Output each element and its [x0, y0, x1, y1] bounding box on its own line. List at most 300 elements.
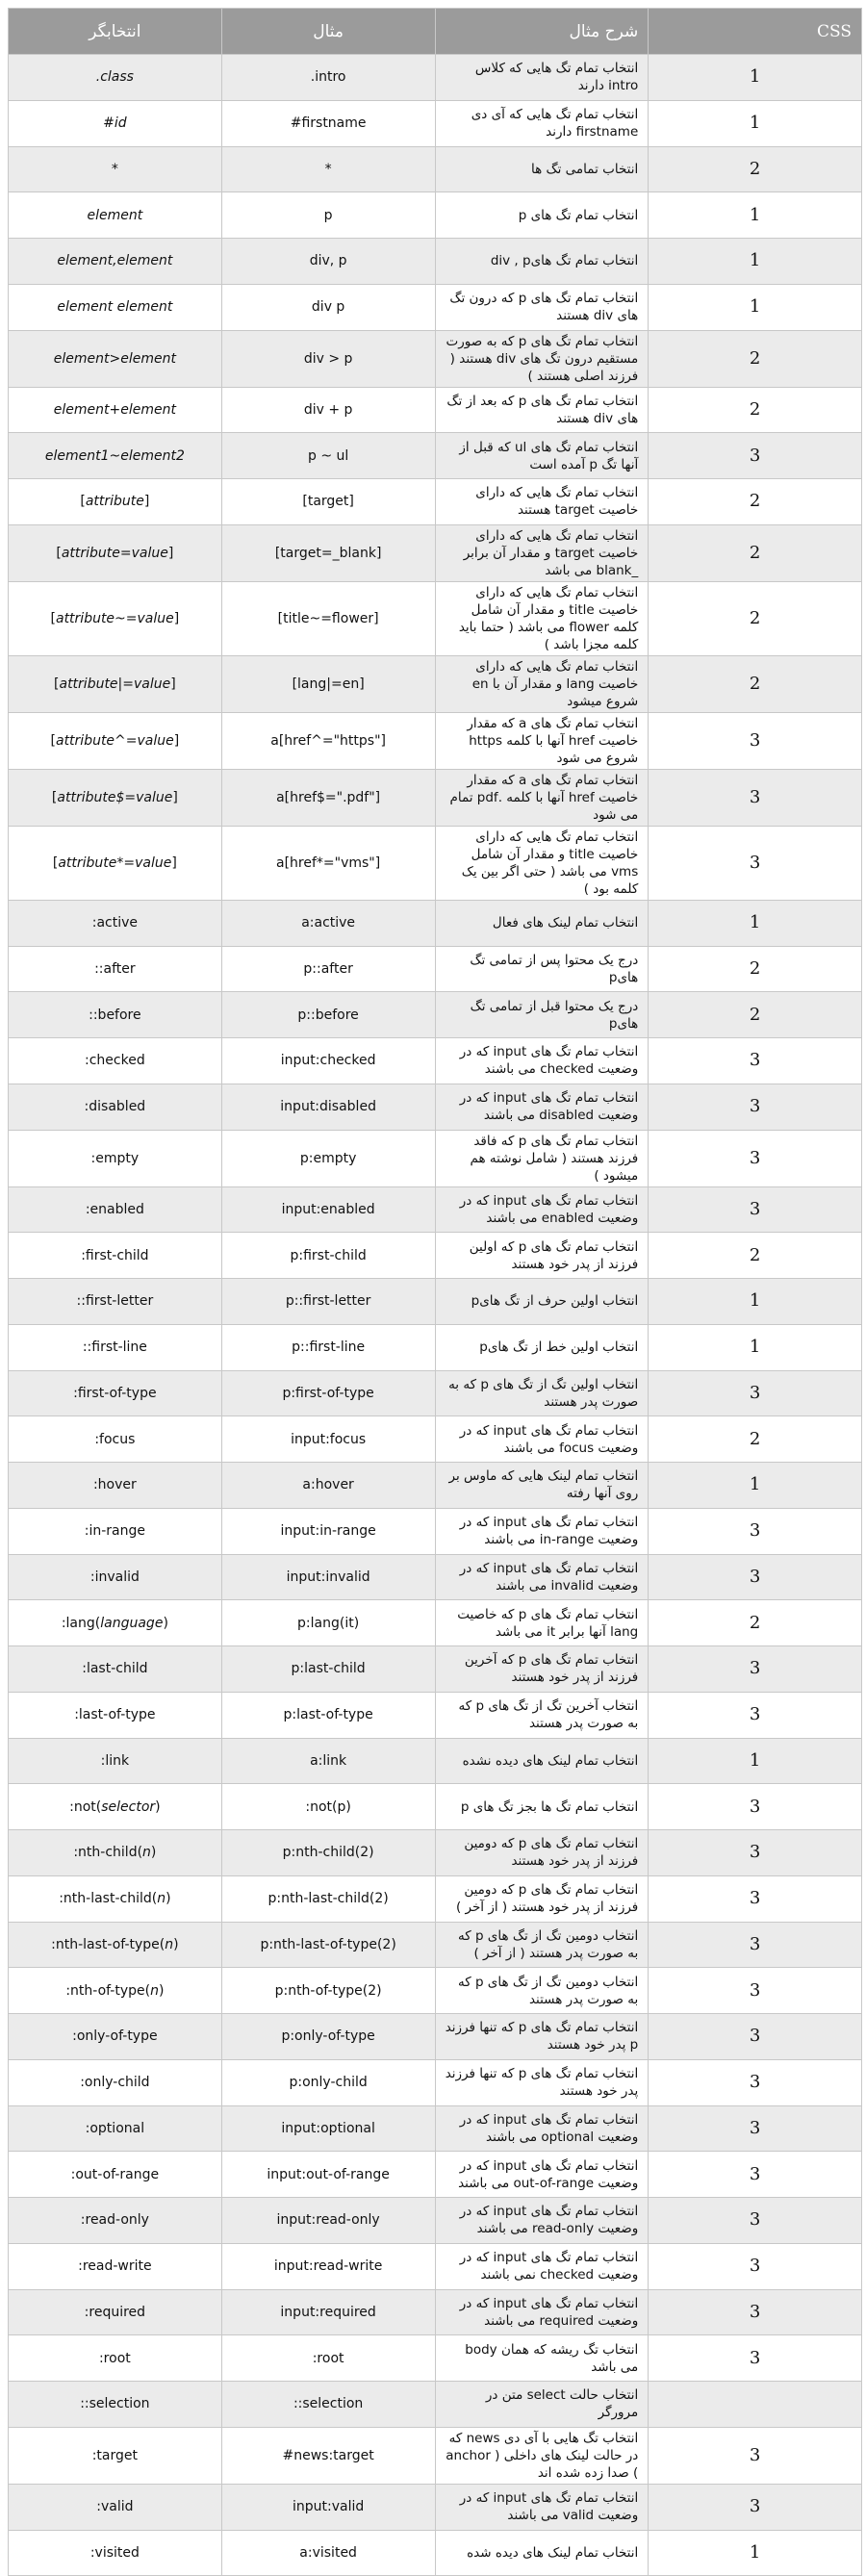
example-cell: input:disabled	[221, 1084, 435, 1130]
table-row	[9, 1646, 862, 1693]
css-version-cell: 3	[649, 1508, 862, 1554]
selector-cell	[9, 2530, 222, 2576]
selector-part: attribute*=value	[58, 854, 172, 871]
selector-part: attribute^=value	[55, 732, 174, 749]
selector-part: :read-only	[80, 2212, 149, 2229]
example-cell: p::first-letter	[221, 1279, 435, 1325]
table-row	[9, 524, 862, 581]
selector-cell	[9, 2243, 222, 2289]
table-row	[9, 1784, 862, 1830]
description-cell: انتخاب تمام تگ های input که در وضعیت read-only می باشند	[435, 2198, 649, 2244]
example-cell: #firstname	[221, 100, 435, 146]
selector-reference	[8, 8, 862, 2576]
description-cell: انتخاب تمام تگ های p که تنها فرزند پدر خود هستند	[435, 2059, 649, 2105]
example-cell: p::first-line	[221, 1324, 435, 1370]
selector-cell	[9, 655, 222, 712]
selector-part: n	[142, 1845, 151, 1861]
css-version-cell: 2	[649, 330, 862, 387]
selector-part: :hover	[92, 1477, 137, 1493]
css-version-cell	[649, 2382, 862, 2428]
selector-cell	[9, 1830, 222, 1876]
selector-part: [	[54, 676, 60, 692]
selector-part: )	[158, 1982, 165, 1999]
selector-part: element+element	[53, 401, 176, 418]
table-row	[9, 146, 862, 192]
selector-part: :checked	[85, 1053, 145, 1069]
description-cell: انتخاب تمام تگ های p که تنها فرزند p پدر خود هستند	[435, 2014, 649, 2060]
selector-cell	[9, 1370, 222, 1416]
css-version-cell: 1	[649, 1738, 862, 1784]
example-cell: p:nth-child(2)	[221, 1830, 435, 1876]
css-version-cell: 1	[649, 239, 862, 285]
selector-part: :out-of-range	[70, 2166, 160, 2182]
description-cell: انتخاب تمام تگ های p که آخرین فرزند از پدر خود هستند	[435, 1646, 649, 1693]
selector-part: [	[80, 494, 86, 510]
selector-part: attribute$=value	[57, 789, 173, 805]
description-cell: انتخاب تمام تگ های p که فاقد فرزند هستند ( شامل نوشته هم میشود )	[435, 1130, 649, 1186]
selector-cell	[9, 1463, 222, 1509]
selector-cell	[9, 55, 222, 101]
table-row	[9, 2198, 862, 2244]
css-version-cell: 2	[649, 581, 862, 655]
table-row	[9, 192, 862, 239]
table-row	[9, 1324, 862, 1370]
css-version-cell: 3	[649, 2105, 862, 2152]
description-cell: انتخاب تمام تگ هایی که آی دی firstname دارند	[435, 100, 649, 146]
css-version-cell: 2	[649, 946, 862, 992]
description-cell: انتخاب تمام تگ های input که در وضعیت in-range می باشند	[435, 1508, 649, 1554]
selector-cell	[9, 2152, 222, 2198]
selector-part: )	[150, 1845, 157, 1861]
css-version-cell: 3	[649, 2198, 862, 2244]
table-row	[9, 1692, 862, 1738]
description-cell: انتخاب تمام تگ های p که دومین فرزند از پدر خود هستند	[435, 1830, 649, 1876]
selector-part: ::first-letter	[76, 1293, 154, 1310]
selector-part: ]	[143, 494, 150, 510]
description-cell: انتخاب تمام تگ های p که بعد از تگ های div هستند	[435, 387, 649, 433]
css-version-cell: 3	[649, 2152, 862, 2198]
table-row	[9, 2243, 862, 2289]
selector-part: [	[50, 732, 56, 749]
selector-part: attribute~=value	[55, 610, 174, 626]
description-cell: انتخاب حالت select متن در مرورگر	[435, 2382, 649, 2428]
selector-part: attribute	[85, 494, 144, 510]
selector-part: :valid	[96, 2499, 134, 2515]
description-cell: انتخاب تمام تگ هایی که دارای خاصیت title و مقدار آن شامل کلمه flower می باشد ( حتما باید کلمه مجزا باشد )	[435, 581, 649, 655]
description-cell: انتخاب تمام لینک های دیده شده	[435, 2530, 649, 2576]
example-cell: [target]	[221, 479, 435, 525]
selector-cell	[9, 826, 222, 900]
selector-part: ]	[171, 854, 177, 871]
example-cell: input:out-of-range	[221, 2152, 435, 2198]
description-cell: انتخاب تمام تگ های input که در وضعیت out-of-range می باشند	[435, 2152, 649, 2198]
selector-part: :invalid	[89, 1569, 140, 1585]
selector-part: :read-write	[78, 2258, 152, 2275]
selector-part: :nth-last-of-type(	[51, 1936, 166, 1952]
example-cell: input:required	[221, 2289, 435, 2335]
css-version-cell: 2	[649, 1416, 862, 1463]
selector-cell	[9, 2059, 222, 2105]
css-version-cell: 3	[649, 1830, 862, 1876]
table-row	[9, 1130, 862, 1186]
table-row	[9, 992, 862, 1038]
selector-cell	[9, 1600, 222, 1646]
css-version-cell: 1	[649, 55, 862, 101]
example-cell: a[href*="vms"]	[221, 826, 435, 900]
css-version-cell: 3	[649, 1922, 862, 1968]
example-cell: [title~=flower]	[221, 581, 435, 655]
table-row	[9, 2059, 862, 2105]
example-cell: input:checked	[221, 1038, 435, 1084]
selector-part: :target	[91, 2447, 139, 2463]
css-version-cell: 2	[649, 479, 862, 525]
description-cell: انتخاب تمام تگ های input که در وضعیت checked می باشند	[435, 1038, 649, 1084]
description-cell: انتخاب تمام تگ های p که درون تگ های div هستند	[435, 284, 649, 330]
selector-cell	[9, 1646, 222, 1693]
selector-part: ::selection	[80, 2396, 150, 2412]
css-version-cell: 3	[649, 1554, 862, 1600]
description-cell: انتخاب تمام لینک هایی که ماوس بر روی آنها رفته	[435, 1463, 649, 1509]
selector-part: :optional	[85, 2120, 145, 2136]
selector-part: ]	[172, 789, 178, 805]
description-cell: انتخاب تمام تگ هایی که کلاس intro دارند	[435, 55, 649, 101]
selector-cell	[9, 1738, 222, 1784]
description-cell: انتخاب تمام تگ های a که مقدار خاصیت href آنها با کلمه https شروع می شود	[435, 712, 649, 769]
selector-part: n	[165, 1936, 174, 1952]
selector-cell	[9, 330, 222, 387]
table-row	[9, 2382, 862, 2428]
selector-part: :only-of-type	[72, 2028, 158, 2045]
selector-part: )	[155, 1798, 161, 1815]
selector-part: :empty	[90, 1150, 140, 1166]
css-version-cell: 1	[649, 900, 862, 946]
header-css: CSS	[649, 9, 862, 55]
css-version-cell: 2	[649, 146, 862, 192]
css-version-cell: 2	[649, 1233, 862, 1279]
example-cell: p:nth-last-child(2)	[221, 1875, 435, 1922]
css-version-cell: 2	[649, 1600, 862, 1646]
table-row	[9, 769, 862, 826]
table-row	[9, 1875, 862, 1922]
selector-cell	[9, 239, 222, 285]
example-cell: p:only-child	[221, 2059, 435, 2105]
table-row	[9, 433, 862, 479]
description-cell: انتخاب تمام تگ ها بجز تگ های p	[435, 1784, 649, 1830]
description-cell: انتخاب تمام تگ های input که در وضعیت optional می باشند	[435, 2105, 649, 2152]
selector-cell	[9, 2335, 222, 2382]
example-cell: a[href$=".pdf"]	[221, 769, 435, 826]
selector-part: element,element	[57, 253, 173, 269]
example-cell: #news:target	[221, 2427, 435, 2484]
table-row	[9, 946, 862, 992]
table-row	[9, 1084, 862, 1130]
selector-cell	[9, 1554, 222, 1600]
header-example: مثال	[221, 9, 435, 55]
selector-part: :visited	[89, 2544, 140, 2561]
table-row	[9, 1186, 862, 1233]
table-row	[9, 1554, 862, 1600]
example-cell: p ~ ul	[221, 433, 435, 479]
selector-part: :last-child	[82, 1661, 148, 1677]
table-row	[9, 1830, 862, 1876]
example-cell: [lang|=en]	[221, 655, 435, 712]
description-cell: انتخاب تگ هایی با آی دی news که در حالت لینک های داخلی ( anchor ) صدا زده شده اند	[435, 2427, 649, 2484]
example-cell: p:empty	[221, 1130, 435, 1186]
example-cell: p:last-of-type	[221, 1692, 435, 1738]
selector-cell	[9, 1324, 222, 1370]
description-cell: انتخاب تمام تگ های p	[435, 192, 649, 239]
description-cell: درج یک محتوا پس از تمامی تگ هایp	[435, 946, 649, 992]
selector-cell	[9, 2427, 222, 2484]
selector-cell	[9, 1692, 222, 1738]
table-row	[9, 330, 862, 387]
css-version-cell: 3	[649, 769, 862, 826]
css-version-cell: 2	[649, 655, 862, 712]
selector-part: :nth-last-child(	[59, 1891, 158, 1907]
table-row	[9, 1922, 862, 1968]
selector-cell	[9, 479, 222, 525]
css-version-cell: 3	[649, 1370, 862, 1416]
description-cell: انتخاب تمام تگ های p که اولین فرزند از پدر خود هستند	[435, 1233, 649, 1279]
description-cell: انتخاب تمام تگ های input که در وضعیت focus می باشند	[435, 1416, 649, 1463]
table-row	[9, 284, 862, 330]
table-row	[9, 479, 862, 525]
css-version-cell: 1	[649, 1279, 862, 1325]
selector-cell	[9, 524, 222, 581]
table-row	[9, 581, 862, 655]
selector-part: [	[52, 854, 59, 871]
table-row	[9, 1279, 862, 1325]
css-version-cell: 3	[649, 2484, 862, 2530]
selector-cell	[9, 1233, 222, 1279]
example-cell: input:invalid	[221, 1554, 435, 1600]
example-cell: div, p	[221, 239, 435, 285]
selector-part: :not(	[69, 1798, 102, 1815]
css-version-cell: 3	[649, 1692, 862, 1738]
css-version-cell: 1	[649, 2530, 862, 2576]
css-version-cell: 3	[649, 1084, 862, 1130]
selector-cell	[9, 100, 222, 146]
header-description: شرح مثال	[435, 9, 649, 55]
selector-part: .class	[95, 69, 134, 86]
description-cell: درج یک محتوا قبل از تمامی تگ هایp	[435, 992, 649, 1038]
example-cell: p:first-of-type	[221, 1370, 435, 1416]
example-cell: a[href^="https"]	[221, 712, 435, 769]
selector-part: :active	[91, 915, 139, 931]
example-cell: p	[221, 192, 435, 239]
selector-part: )	[163, 1615, 168, 1631]
example-cell: input:in-range	[221, 1508, 435, 1554]
selector-cell	[9, 1508, 222, 1554]
description-cell: انتخاب تمام تگ های input که در وضعیت enabled می باشند	[435, 1186, 649, 1233]
selector-part: :root	[98, 2350, 131, 2366]
example-cell: :not(p)	[221, 1784, 435, 1830]
description-cell: انتخاب تمام تگ های input که در وضعیت required می باشند	[435, 2289, 649, 2335]
table-row	[9, 1738, 862, 1784]
css-version-cell: 3	[649, 2335, 862, 2382]
selector-cell	[9, 1416, 222, 1463]
table-row	[9, 1463, 862, 1509]
table-row	[9, 2530, 862, 2576]
example-cell: p::before	[221, 992, 435, 1038]
selector-cell	[9, 2105, 222, 2152]
table-row	[9, 2484, 862, 2530]
selector-part: :last-of-type	[74, 1707, 156, 1723]
table-row	[9, 1038, 862, 1084]
selector-part: #id	[103, 115, 127, 132]
description-cell: انتخاب تمام تگ های input که در وضعیت disabled می باشند	[435, 1084, 649, 1130]
table-row	[9, 1508, 862, 1554]
selector-part: element	[87, 207, 143, 223]
table-row	[9, 655, 862, 712]
selector-part: ]	[167, 545, 174, 561]
css-version-cell: 1	[649, 192, 862, 239]
css-version-cell: 1	[649, 100, 862, 146]
selector-part: )	[166, 1891, 171, 1907]
description-cell: انتخاب تگ ریشه که همان body می باشد	[435, 2335, 649, 2382]
selector-part: :enabled	[85, 1201, 144, 1217]
selector-part: element element	[57, 299, 173, 316]
selector-part: :disabled	[84, 1099, 146, 1115]
example-cell: p:first-child	[221, 1233, 435, 1279]
example-cell: div + p	[221, 387, 435, 433]
selector-part: ]	[173, 610, 180, 626]
description-cell: انتخاب تمام تگ های input که در وضعیت valid می باشند	[435, 2484, 649, 2530]
table-row	[9, 239, 862, 285]
selector-cell	[9, 2198, 222, 2244]
example-cell: input:read-only	[221, 2198, 435, 2244]
table-row	[9, 1233, 862, 1279]
selector-cell	[9, 2484, 222, 2530]
selector-cell	[9, 581, 222, 655]
selector-part: :nth-of-type(	[65, 1982, 151, 1999]
selector-part: :focus	[94, 1431, 136, 1447]
selector-part: attribute=value	[61, 545, 168, 561]
selector-part: attribute|=value	[59, 676, 171, 692]
example-cell: input:focus	[221, 1416, 435, 1463]
description-cell: انتخاب تمام تگ های input که در وضعیت checked نمی باشند	[435, 2243, 649, 2289]
css-version-cell: 3	[649, 1646, 862, 1693]
example-cell: p:nth-last-of-type(2)	[221, 1922, 435, 1968]
example-cell: p:lang(it)	[221, 1600, 435, 1646]
description-cell: انتخاب تمام تگ های p که خاصیت lang آنها برابر it می باشد	[435, 1600, 649, 1646]
selector-cell	[9, 1875, 222, 1922]
css-version-cell: 3	[649, 1038, 862, 1084]
description-cell: انتخاب تمام تگ های p که به صورت مستقیم درون تگ های div هستند ( فرزند اصلی هستند )	[435, 330, 649, 387]
selector-part: )	[173, 1936, 179, 1952]
selector-part: ::before	[89, 1007, 141, 1023]
selector-part: ::first-line	[82, 1339, 147, 1356]
selector-part: :first-of-type	[73, 1385, 157, 1401]
selector-part: element1~element2	[44, 447, 185, 464]
description-cell: انتخاب تمامی تگ ها	[435, 146, 649, 192]
selector-part: :required	[84, 2304, 146, 2320]
selector-part: n	[157, 1891, 166, 1907]
example-cell: input:enabled	[221, 1186, 435, 1233]
selector-part: selector	[101, 1798, 156, 1815]
selector-cell	[9, 284, 222, 330]
table-row	[9, 387, 862, 433]
selector-cell	[9, 2289, 222, 2335]
description-cell: انتخاب تمام تگ های p که دومین فرزند از پدر خود هستند ( از آخر )	[435, 1875, 649, 1922]
description-cell: انتخاب آخرین تگ از تگ های p که به صورت پدر هستند	[435, 1692, 649, 1738]
header-selector: انتخابگر	[9, 9, 222, 55]
css-version-cell: 3	[649, 712, 862, 769]
example-cell: p:only-of-type	[221, 2014, 435, 2060]
css-version-cell: 3	[649, 2243, 862, 2289]
description-cell: انتخاب اولین تگ از تگ های p که به صورت پدر هستند	[435, 1370, 649, 1416]
selector-part: :lang(	[61, 1615, 101, 1631]
selector-part: :in-range	[84, 1523, 145, 1540]
selector-cell	[9, 1968, 222, 2014]
table-row	[9, 900, 862, 946]
selector-cell	[9, 1279, 222, 1325]
example-cell: :root	[221, 2335, 435, 2382]
css-version-cell: 3	[649, 826, 862, 900]
selector-part: :link	[100, 1752, 130, 1769]
description-cell: انتخاب اولین خط از تگ هایp	[435, 1324, 649, 1370]
description-cell: انتخاب تمام لینک های دیده نشده	[435, 1738, 649, 1784]
table-row	[9, 2427, 862, 2484]
description-cell: انتخاب تمام تگ های a که مقدار خاصیت href آنها با کلمه .pdf تمام می شود	[435, 769, 649, 826]
css-version-cell: 1	[649, 284, 862, 330]
table-row	[9, 712, 862, 769]
selector-cell	[9, 1038, 222, 1084]
example-cell: input:valid	[221, 2484, 435, 2530]
example-cell: p:nth-of-type(2)	[221, 1968, 435, 2014]
selector-cell	[9, 387, 222, 433]
selector-part: n	[150, 1982, 159, 1999]
table-header	[9, 9, 862, 55]
description-cell: انتخاب تمام تگ های ul که قبل از آنها تگ p آمده است	[435, 433, 649, 479]
selector-cell	[9, 1084, 222, 1130]
css-version-cell: 3	[649, 1968, 862, 2014]
example-cell: a:active	[221, 900, 435, 946]
description-cell: انتخاب تمام تگ هایی که دارای خاصیت lang و مقدار آن با en شروع میشود	[435, 655, 649, 712]
table-row	[9, 2014, 862, 2060]
css-version-cell: 3	[649, 2289, 862, 2335]
selector-part: ]	[173, 732, 180, 749]
selector-cell	[9, 1186, 222, 1233]
selector-part: ]	[170, 676, 176, 692]
css-version-cell: 3	[649, 1875, 862, 1922]
example-cell: .intro	[221, 55, 435, 101]
example-cell: [target=_blank]	[221, 524, 435, 581]
example-cell: a:visited	[221, 2530, 435, 2576]
example-cell: input:optional	[221, 2105, 435, 2152]
selector-part: *	[111, 161, 118, 177]
selector-part: [	[56, 545, 62, 561]
selector-part: :first-child	[81, 1247, 149, 1263]
css-version-cell: 3	[649, 433, 862, 479]
css-version-cell: 3	[649, 2427, 862, 2484]
table-row	[9, 2289, 862, 2335]
table-row	[9, 1600, 862, 1646]
description-cell: انتخاب تمام تگ های input که در وضعیت invalid می باشند	[435, 1554, 649, 1600]
example-cell: *	[221, 146, 435, 192]
css-version-cell: 3	[649, 1784, 862, 1830]
selector-part: element>element	[53, 350, 176, 367]
css-version-cell: 1	[649, 1324, 862, 1370]
example-cell: input:read-write	[221, 2243, 435, 2289]
css-version-cell: 3	[649, 2059, 862, 2105]
selector-cell	[9, 769, 222, 826]
selector-part: language	[100, 1615, 164, 1631]
description-cell: انتخاب تمام تگ هایdiv , p	[435, 239, 649, 285]
example-cell: div > p	[221, 330, 435, 387]
selector-cell	[9, 992, 222, 1038]
example-cell: a:hover	[221, 1463, 435, 1509]
